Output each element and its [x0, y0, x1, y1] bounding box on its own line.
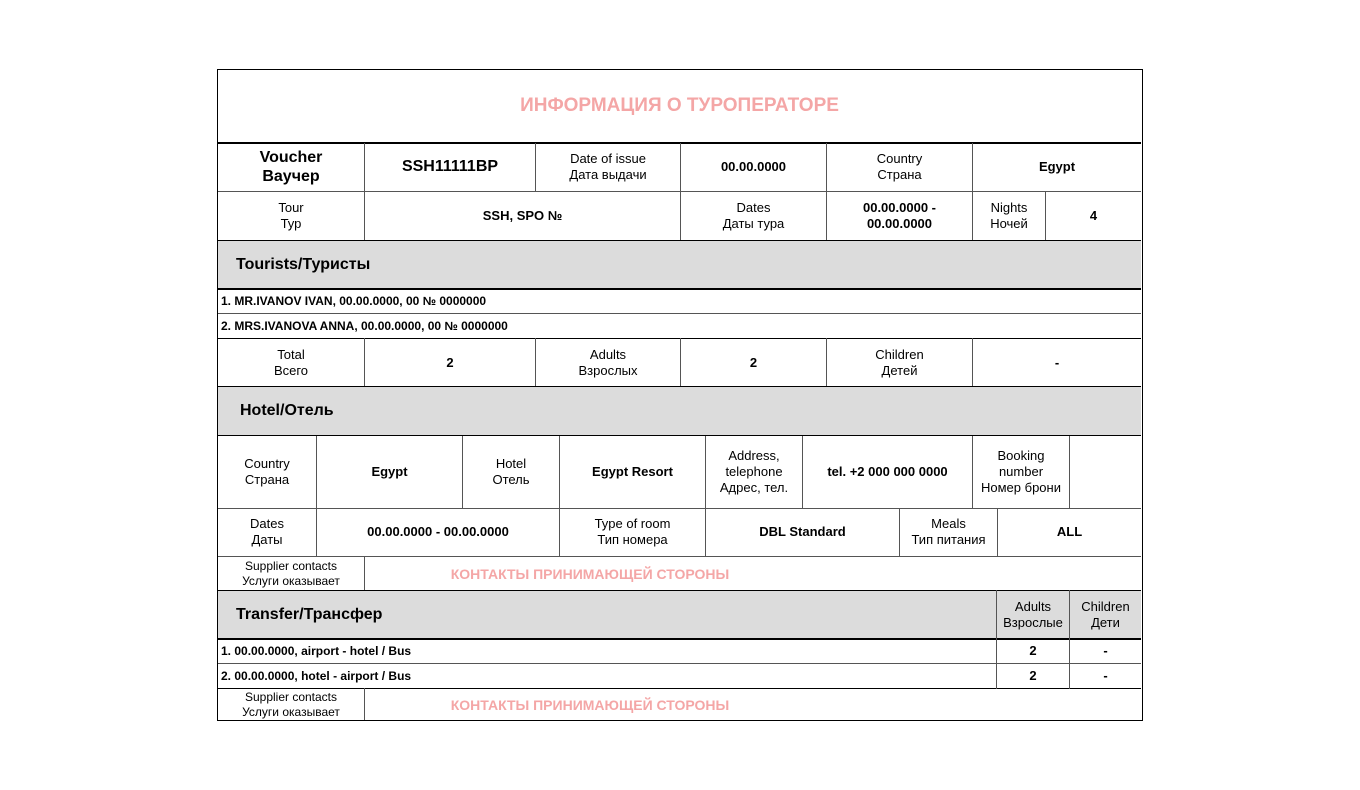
transfer-row: 2. 00.00.0000, hotel - airport / Bus — [221, 669, 412, 683]
hotel-dates: 00.00.0000 - 00.00.0000 — [367, 524, 509, 539]
hotel-phone: tel. +2 000 000 0000 — [827, 464, 948, 479]
total-label: Total Всего — [273, 346, 309, 378]
tourists-title: Tourists/Туристы — [236, 255, 371, 273]
operator-info: ИНФОРМАЦИЯ О ТУРОПЕРАТОРЕ — [520, 95, 839, 116]
tour-dates-label: Dates Даты тура — [722, 199, 785, 231]
room-type-label: Type of room Тип номера — [594, 516, 671, 547]
issue-date-label: Date of issue Дата выдачи — [569, 151, 647, 182]
children-value: - — [1054, 354, 1060, 370]
meals-value: ALL — [1056, 524, 1083, 539]
hotel-supplier: КОНТАКТЫ ПРИНИМАЮЩЕЙ СТОРОНЫ — [450, 565, 730, 582]
transfer-adults-label: Adults Взрослые — [1003, 598, 1063, 630]
transfer-row: 1. 00.00.0000, airport - hotel / Bus — [221, 644, 412, 658]
total-value: 2 — [446, 354, 454, 370]
transfer-row-children: - — [1103, 668, 1108, 683]
adults-label: Adults Взрослых — [578, 346, 638, 378]
nights-label: Nights Ночей — [990, 199, 1028, 231]
booking-label: Booking number Номер брони — [981, 448, 1061, 495]
hotel-name: Egypt Resort — [592, 464, 673, 479]
transfer-supplier-label: Supplier contacts Услуги оказывает — [242, 689, 340, 719]
tour-dates: 00.00.0000 - 00.00.0000 — [862, 199, 936, 231]
tour-value: SSH, SPO № — [482, 207, 563, 223]
room-type: DBL Standard — [759, 524, 846, 539]
transfer-children-label: Children Дети — [1081, 598, 1130, 630]
meals-label: Meals Тип питания — [911, 516, 986, 547]
tourist-row: 2. MRS.IVANOVA ANNA, 00.00.0000, 00 № 0000000 — [221, 319, 508, 333]
tourist-row: 1. MR.IVANOV IVAN, 00.00.0000, 00 № 0000000 — [221, 294, 487, 308]
hotel-label: Hotel Отель — [492, 456, 530, 487]
transfer-row-adults: 2 — [1029, 668, 1037, 683]
adults-value: 2 — [749, 354, 758, 370]
transfer-supplier: КОНТАКТЫ ПРИНИМАЮЩЕЙ СТОРОНЫ — [450, 696, 730, 713]
transfer-title: Transfer/Трансфер — [236, 605, 383, 623]
hotel-country-label: Country Страна — [244, 456, 290, 487]
hotel-country: Egypt — [371, 464, 408, 479]
voucher-document — [217, 69, 1143, 721]
issue-date: 00.00.0000 — [720, 159, 787, 174]
country-label: Country Страна — [876, 151, 923, 182]
voucher-number: SSH11111BP — [401, 158, 499, 175]
voucher-label: Voucher Ваучер — [259, 149, 323, 185]
transfer-row-children: - — [1103, 643, 1108, 658]
tour-label: Tour Тур — [278, 199, 304, 231]
country-value: Egypt — [1038, 159, 1076, 174]
hotel-supplier-label: Supplier contacts Услуги оказывает — [242, 558, 340, 588]
hotel-title: Hotel/Отель — [240, 402, 334, 419]
address-label: Address, telephone Адрес, тел. — [719, 448, 789, 495]
transfer-row-adults: 2 — [1029, 643, 1037, 658]
booking-number — [1070, 436, 1141, 508]
children-label: Children Детей — [875, 346, 924, 378]
nights-value: 4 — [1089, 207, 1098, 223]
hotel-dates-label: Dates Даты — [250, 516, 284, 547]
